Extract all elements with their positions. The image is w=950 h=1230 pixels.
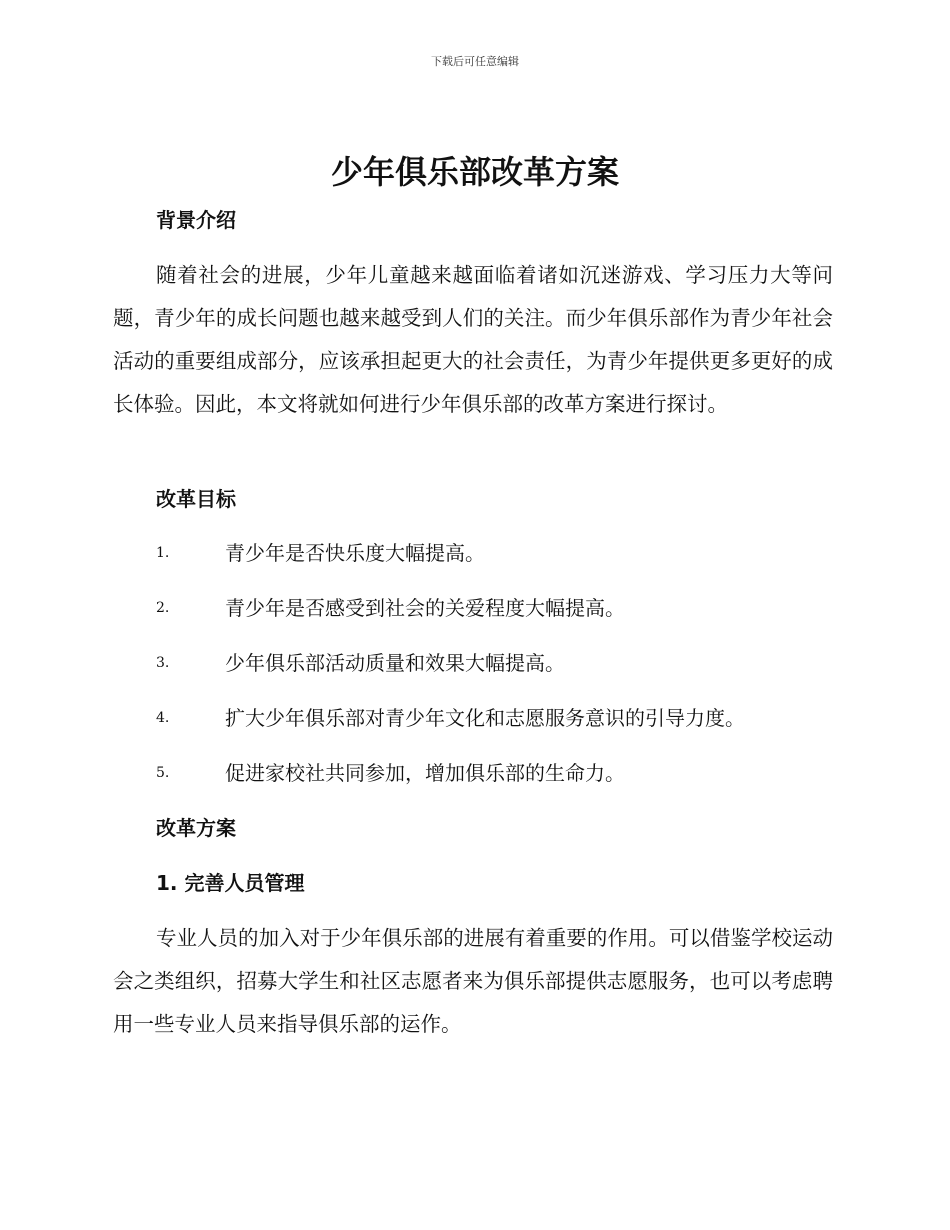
document-title: 少年俱乐部改革方案 (330, 153, 619, 191)
goal-list-text: 少年俱乐部活动质量和效果大幅提高。 (225, 651, 565, 675)
goal-list-item (156, 538, 836, 568)
goal-list-item (156, 593, 836, 623)
goal-list-item (156, 703, 836, 733)
background-paragraph: 随着社会的进展，少年儿童越来越面临着诸如沉迷游戏、学习压力大等问题，青少年的成长问题也越来越受到人们的关注。而少年俱乐部作为青少年社会活动的重要组成部分，应该承担起更大的社会责任，为青少年提供更多更好的成长体验。因此，本文将就如何进行少年俱乐部的改革方案进行探讨。 (113, 263, 833, 416)
goal-list-text: 促进家校社共同参加，增加俱乐部的生命力。 (225, 761, 625, 785)
section-heading-goals: 改革目标 (156, 487, 236, 511)
goal-list-item (156, 648, 836, 678)
section-heading-background: 背景介绍 (156, 208, 236, 232)
goal-list-number: 4. (156, 710, 170, 726)
goal-list-text: 青少年是否感受到社会的关爱程度大幅提高。 (225, 596, 625, 620)
subsection-heading-personnel: 1. 完善人员管理 (156, 871, 305, 895)
page-header-note: 下载后可任意编辑 (431, 55, 519, 68)
goal-list-number: 2. (156, 600, 170, 616)
goal-list-number: 5. (156, 765, 170, 781)
personnel-paragraph: 专业人员的加入对于少年俱乐部的进展有着重要的作用。可以借鉴学校运动会之类组织，招募大学生和社区志愿者来为俱乐部提供志愿服务，也可以考虑聘用一些专业人员来指导俱乐部的运作。 (113, 926, 833, 1036)
goal-list-item (156, 758, 836, 788)
goal-list-text: 青少年是否快乐度大幅提高。 (225, 541, 485, 565)
goal-list-text: 扩大少年俱乐部对青少年文化和志愿服务意识的引导力度。 (225, 706, 745, 730)
goal-list-number: 3. (156, 655, 170, 671)
section-heading-plan: 改革方案 (156, 816, 236, 840)
goal-list-number: 1. (156, 545, 170, 561)
